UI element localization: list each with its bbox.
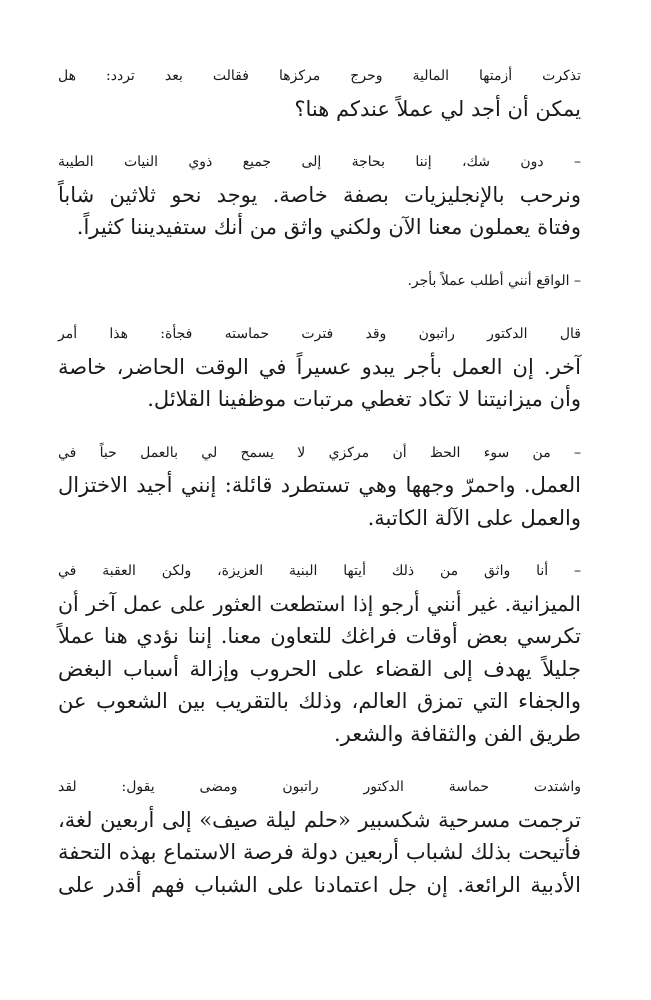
text-line: فأتيحت بذلك لشباب أربعين دولة فرصة الاستماع بهذه التحفة bbox=[58, 840, 581, 864]
text-line: – دون شك، إننا بحاجة إلى جميع ذوي النيات الطيبة bbox=[58, 154, 581, 170]
text-line: وفتاة يعملون معنا الآن ولكني واثق من أنك ستفيديننا كثيراً. bbox=[76, 215, 581, 239]
text-line: – أنا واثق من ذلك أيتها البنية العزيزة، ولكن العقبة في bbox=[58, 563, 581, 579]
text-line: ونرحب بالإنجليزيات بصفة خاصة. يوجد نحو ثلاثين شاباً bbox=[58, 182, 581, 207]
text-line: والعمل على الآلة الكاتبة. bbox=[367, 505, 581, 530]
text-line: آخر. إن العمل بأجر يبدو عسيراً في الوقت الحاضر، خاصة bbox=[58, 354, 581, 379]
text-line: تذكرت أزمتها المالية وحرج مركزها فقالت بعد تردد: هل bbox=[58, 68, 581, 84]
text-line: الميزانية. غير أنني أرجو إذا استطعت العثور على عمل آخر أن bbox=[58, 591, 581, 616]
paragraph-1 bbox=[58, 60, 609, 125]
text-line: وأن ميزانيتنا لا تكاد تغطي مرتبات موظفينا القلائل. bbox=[147, 387, 581, 411]
text-line: والجفاء التي تمزق العالم، وذلك بالتقريب بين الشعوب عن bbox=[58, 689, 581, 713]
text-line: جليلاً يهدف إلى القضاء على الحروب وإزالة أسباب البغض bbox=[58, 656, 581, 681]
text-line: يمكن أن أجد لي عملاً عندكم هنا؟ bbox=[294, 96, 581, 121]
text-line: – من سوء الحظ أن مركزي لا يسمح لي بالعمل حباً في bbox=[58, 444, 581, 461]
paragraph-2 bbox=[58, 146, 609, 244]
text-line: الأدبية الرائعة. إن جل اعتمادنا على الشباب فهم أقدر على bbox=[58, 872, 581, 897]
text-line: طريق الفن والثقافة والشعر. bbox=[333, 721, 581, 746]
text-line: العمل. واحمرّ وجهها وهي تستطرد قائلة: إنني أجيد الاختزال bbox=[58, 473, 581, 497]
paragraph-5 bbox=[58, 437, 609, 535]
paragraph-7 bbox=[58, 771, 609, 901]
text-line: – الواقع أنني أطلب عملاً بأجر. bbox=[407, 272, 581, 289]
book-page bbox=[58, 60, 609, 922]
text-line: ترجمت مسرحية شكسبير «حلم ليلة صيف» إلى أربعين لغة، bbox=[58, 807, 581, 832]
text-line: قال الدكتور راتبون وقد فترت حماسته فجأة: هذا أمر bbox=[58, 326, 581, 342]
paragraph-3 bbox=[58, 265, 609, 298]
text-line: تكرسي بعض أوقات فراغك للتعاون معنا. إننا نؤدي هنا عملاً bbox=[58, 624, 581, 648]
text-line: واشتدت حماسة الدكتور راتبون ومضى يقول: لقد bbox=[58, 779, 581, 795]
paragraph-4 bbox=[58, 318, 609, 416]
paragraph-6 bbox=[58, 555, 609, 750]
